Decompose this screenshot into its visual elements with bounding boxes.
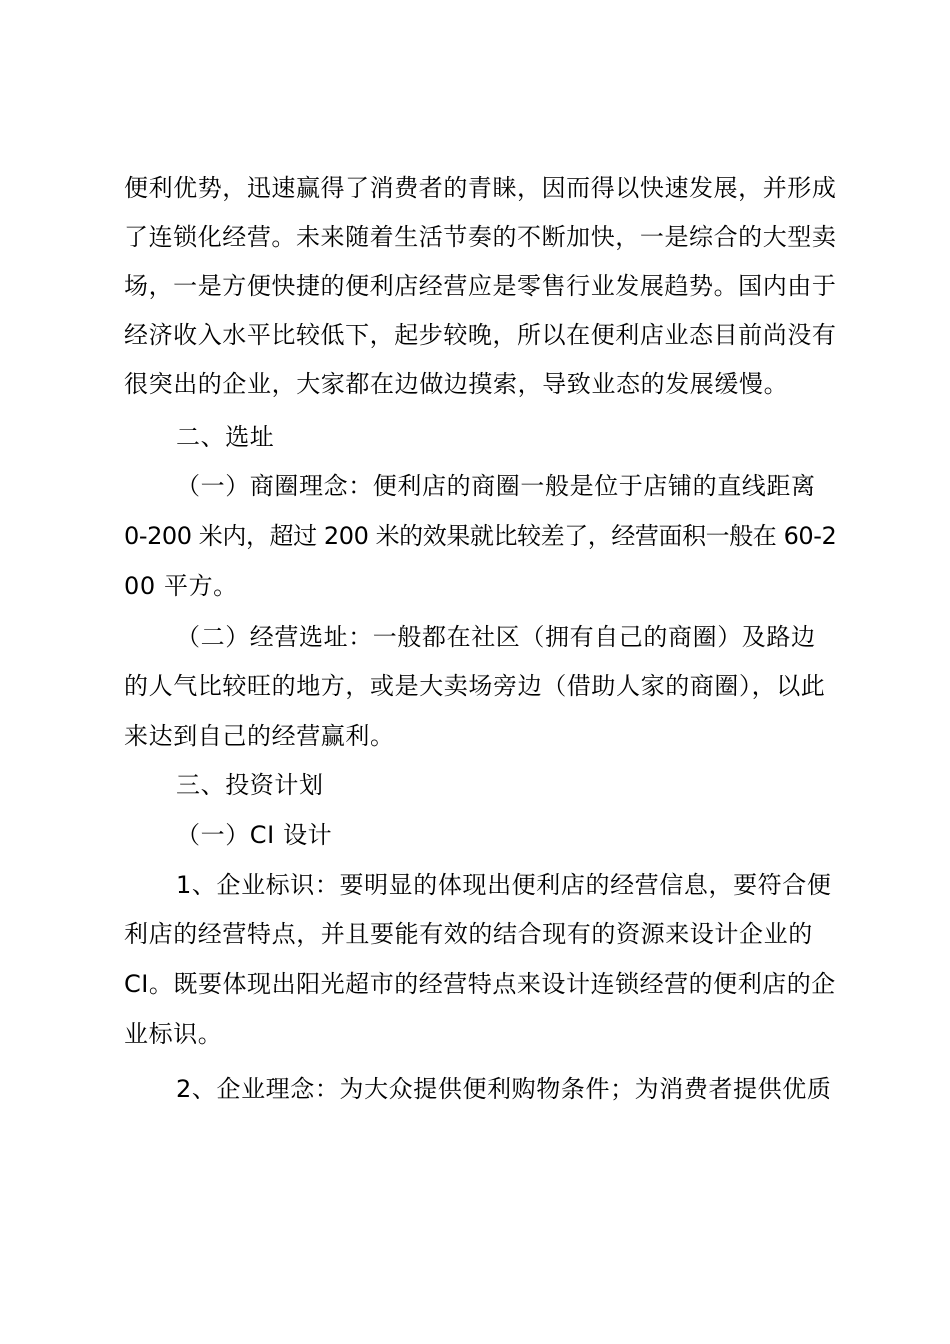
paragraph-line: 2、企业理念：为大众提供便利购物条件；为消费者提供优质 (176, 1075, 832, 1103)
paragraph-line: 便利优势，迅速赢得了消费者的青睐，因而得以快速发展，并形成 (124, 174, 837, 202)
paragraph-line: 了连锁化经营。未来随着生活节奏的不断加快，一是综合的大型卖 (124, 223, 837, 251)
paragraph-line: （二）经营选址：一般都在社区（拥有自己的商圈）及路边 (176, 623, 816, 651)
paragraph-line: 业标识。 (124, 1020, 223, 1048)
paragraph-line: 的人气比较旺的地方，或是大卖场旁边（借助人家的商圈），以此 (124, 672, 826, 700)
paragraph-line: （一）商圈理念：便利店的商圈一般是位于店铺的直线距离 (176, 472, 816, 500)
paragraph-line: 来达到自己的经营赢利。 (124, 722, 395, 750)
section-heading: 三、投资计划 (176, 771, 324, 799)
paragraph-line: 很突出的企业，大家都在边做边摸索，导致业态的发展缓慢。 (124, 370, 789, 398)
paragraph-line: 00 平方。 (124, 572, 238, 600)
subsection-heading: （一）CI 设计 (176, 821, 333, 849)
paragraph-line: 0-200 米内，超过 200 米的效果就比较差了，经营面积一般在 60-2 (124, 522, 837, 550)
section-heading: 二、选址 (176, 423, 275, 451)
paragraph-line: 利店的经营特点，并且要能有效的结合现有的资源来设计企业的 (124, 920, 813, 948)
paragraph-line: 1、企业标识：要明显的体现出便利店的经营信息，要符合便 (176, 871, 832, 899)
paragraph-line: CI。既要体现出阳光超市的经营特点来设计连锁经营的便利店的企 (124, 970, 836, 998)
paragraph-line: 经济收入水平比较低下，起步较晚，所以在便利店业态目前尚没有 (124, 321, 837, 349)
paragraph-line: 场，一是方便快捷的便利店经营应是零售行业发展趋势。国内由于 (124, 272, 837, 300)
